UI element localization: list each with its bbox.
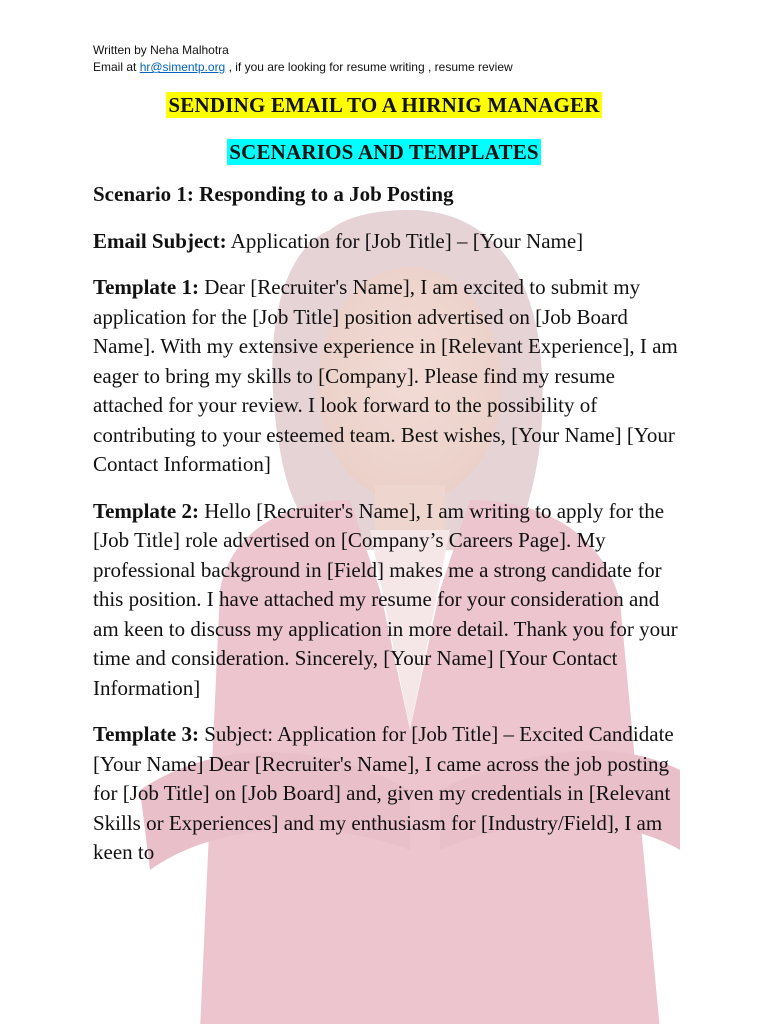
email-subject-text: Application for [Job Title] – [Your Name] — [226, 228, 584, 253]
email-line — [93, 59, 513, 76]
document-body — [93, 180, 683, 885]
template-2-text: Hello [Recruiter's Name], I am writing to apply for the [Job Title] role advertised on [Company’s Careers Page]. My professional background in [Field] makes me a strong candidate for this position. I have attached my resume for your consideration and am keen to discuss my application in more detail. Thank you for your time and consideration. Sincerely, [Your Name] [Your Contact Information] — [93, 498, 678, 700]
email-link[interactable]: hr@simentp.org — [139, 60, 226, 74]
template-1-label: Template 1: — [93, 275, 199, 299]
template-1-paragraph — [93, 273, 683, 480]
email-subject-paragraph — [93, 227, 683, 257]
template-1-text: Dear [Recruiter's Name], I am excited to submit my application for the [Job Title] position advertised on [Job Board Name]. With my extensive experience in [Relevant Experience], I am eager to bring my skills to [Company]. Please find my resume attached for your review. I look forward to the possibility of contributing to your esteemed team. Best wishes, [Your Name] [Your Contact Information] — [93, 275, 678, 476]
email-suffix: , if you are looking for resume writing , resume review — [225, 60, 513, 74]
email-prefix: Email at — [93, 60, 140, 74]
author-info — [93, 42, 513, 76]
template-2-label: Template 2: — [93, 498, 199, 523]
template-3-text: Subject: Application for [Job Title] – Excited Candidate [Your Name] Dear [Recruiter's Name], I came across the job posting for [Job Title] on [Job Board] and, given my credentials in [Relevant Skills or Experiences] and my enthusiasm for [Industry/Field], I am keen to — [93, 722, 674, 864]
main-title-row — [0, 92, 768, 118]
sub-title-row — [0, 139, 768, 165]
main-title: SENDING EMAIL TO A HIRNIG MANAGER — [168, 93, 600, 117]
scenario-heading: Scenario 1: Responding to a Job Posting — [93, 182, 454, 206]
template-3-paragraph — [93, 720, 683, 868]
template-3-label: Template 3: — [93, 722, 199, 746]
email-subject-label: Email Subject: — [93, 228, 227, 253]
sub-title: SCENARIOS AND TEMPLATES — [229, 140, 539, 164]
author-line: Written by Neha Malhotra — [93, 43, 229, 57]
template-2-paragraph — [93, 497, 683, 704]
